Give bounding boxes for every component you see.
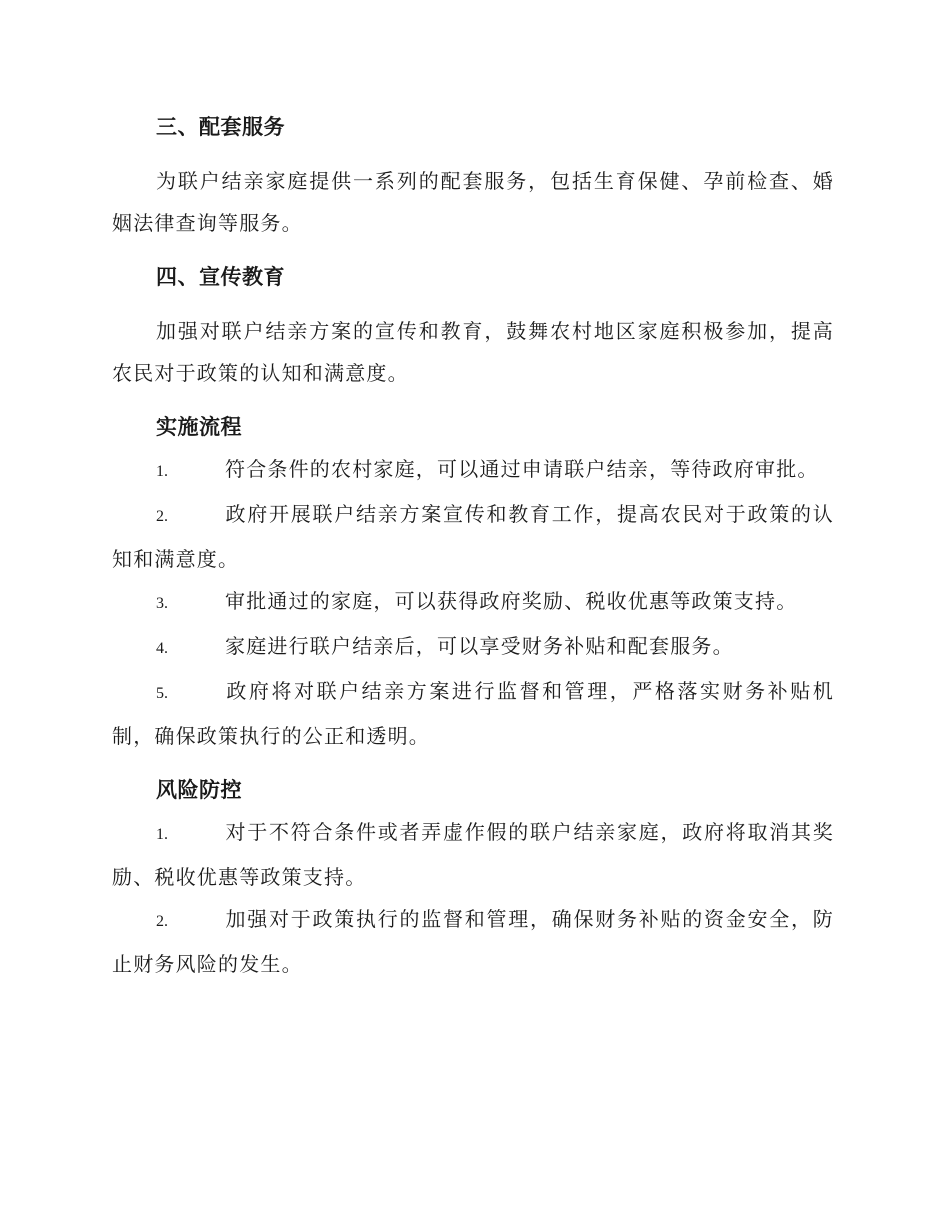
section-heading-services: 三、配套服务 [156, 114, 285, 139]
list-number: 1. [156, 826, 168, 843]
list-number: 3. [156, 595, 168, 612]
paragraph-education: 加强对联户结亲方案的宣传和教育，鼓舞农村地区家庭积极参加，提高农民对于政策的认知和满意度。 [112, 319, 834, 385]
risk-item [112, 898, 834, 985]
paragraph-services: 为联户结亲家庭提供一系列的配套服务，包括生育保健、孕前检查、婚姻法律查询等服务。 [112, 169, 834, 235]
list-number: 2. [156, 913, 168, 930]
list-item-text: 家庭进行联户结亲后，可以享受财务补贴和配套服务。 [225, 634, 734, 658]
process-item [112, 448, 834, 493]
list-number: 5. [156, 685, 168, 702]
list-item-text: 符合条件的农村家庭，可以通过申请联户结亲，等待政府审批。 [225, 457, 819, 481]
list-item-text: 审批通过的家庭，可以获得政府奖励、税收优惠等政策支持。 [225, 589, 798, 613]
document-page [112, 106, 834, 985]
process-item [112, 670, 834, 757]
process-item [112, 493, 834, 580]
list-number: 4. [156, 640, 168, 657]
section-heading-education: 四、宣传教育 [156, 264, 285, 289]
list-item-text: 政府开展联户结亲方案宣传和教育工作，提高农民对于政策的认知和满意度。 [112, 502, 834, 571]
process-item [112, 580, 834, 625]
list-number: 2. [156, 508, 168, 525]
section-heading-risk: 风险防控 [156, 777, 242, 802]
risk-item [112, 811, 834, 898]
list-number: 1. [156, 463, 168, 480]
list-item-text: 政府将对联户结亲方案进行监督和管理，严格落实财务补贴机制，确保政策执行的公正和透明。 [112, 679, 834, 748]
section-heading-process: 实施流程 [156, 414, 242, 439]
list-item-text: 加强对于政策执行的监督和管理，确保财务补贴的资金安全，防止财务风险的发生。 [112, 907, 834, 976]
list-item-text: 对于不符合条件或者弄虚作假的联户结亲家庭，政府将取消其奖励、税收优惠等政策支持。 [112, 820, 834, 889]
process-item [112, 625, 834, 670]
